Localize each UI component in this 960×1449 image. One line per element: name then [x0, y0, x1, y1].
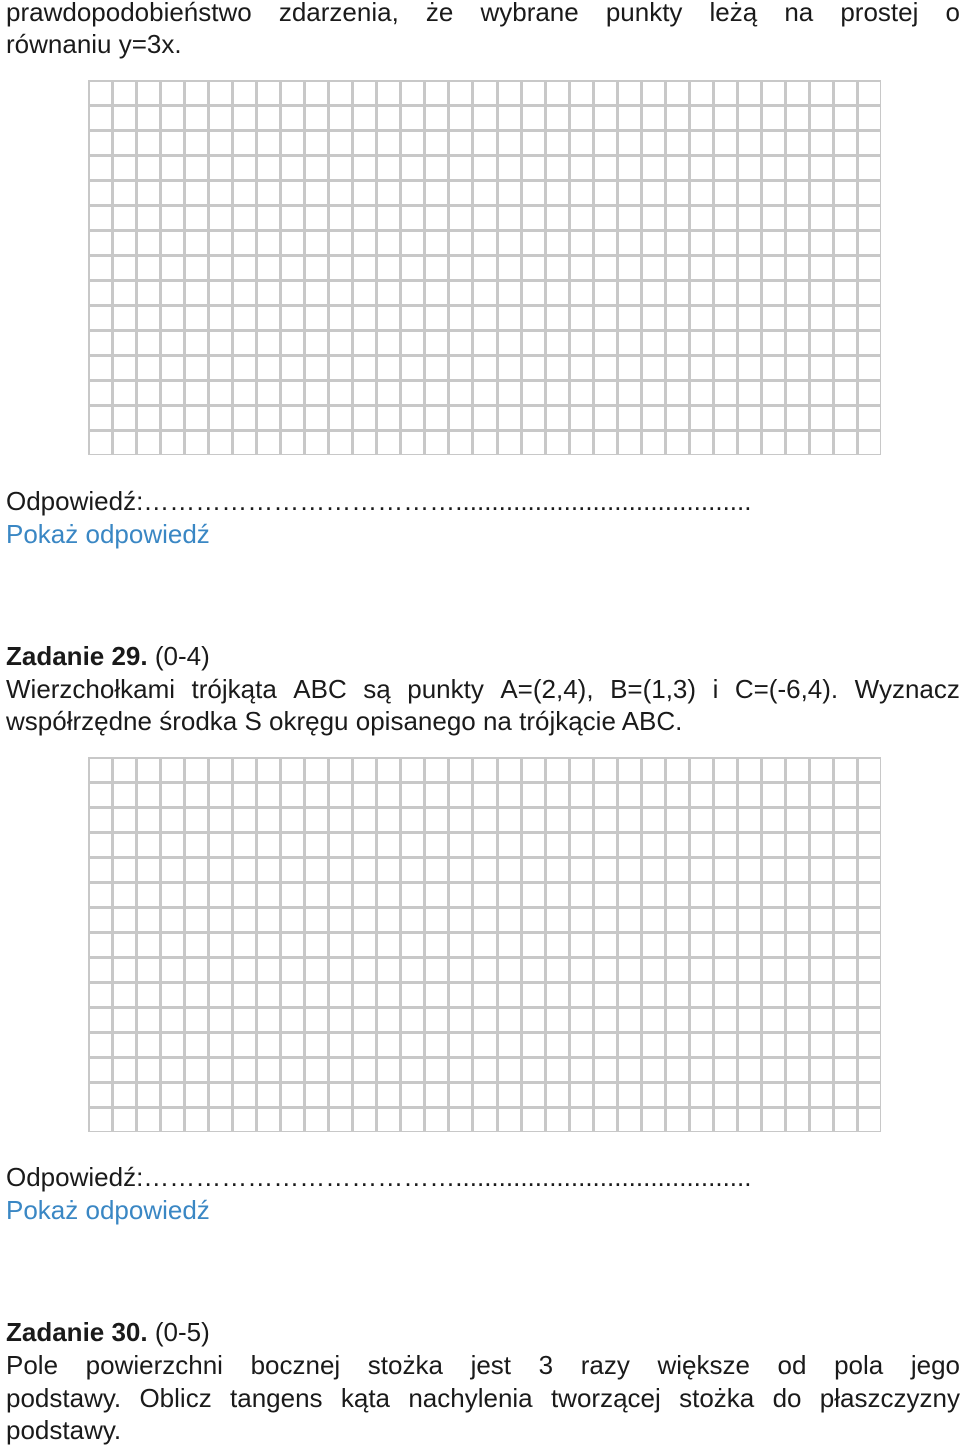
word: są: [363, 674, 391, 704]
word: od: [777, 1350, 807, 1380]
word: kąta: [340, 1383, 391, 1413]
word: jego: [910, 1350, 960, 1380]
word: nachylenia: [408, 1383, 533, 1413]
task30-heading: [6, 1316, 210, 1348]
answer-line-1[interactable]: Odpowiedź:……………………………….........................................: [6, 486, 752, 516]
word: podstawy.: [6, 1383, 122, 1413]
task28-text-line1: [6, 0, 960, 28]
word: prawdopodobieństwo: [6, 0, 252, 27]
word: razy: [580, 1350, 630, 1380]
task30-text-line1: [6, 1349, 960, 1381]
task29-points: (0-4): [154, 641, 210, 671]
word: większe: [657, 1350, 750, 1380]
word: tangens: [230, 1383, 323, 1413]
task29-title: Zadanie 29.: [6, 641, 148, 671]
word: bocznej: [250, 1350, 341, 1380]
word: płaszczyzny: [819, 1383, 960, 1413]
word: jest: [470, 1350, 512, 1380]
word: prostej: [840, 0, 919, 27]
word: A=(2,4),: [500, 674, 594, 704]
task30-title: Zadanie 30.: [6, 1317, 148, 1347]
task30-text-line3: podstawy.: [6, 1415, 122, 1445]
task30-text-line2: [6, 1382, 960, 1414]
graph-paper-grid-1[interactable]: [88, 80, 881, 455]
word: stożka: [679, 1383, 755, 1413]
word: że: [425, 0, 454, 27]
word: Oblicz: [139, 1383, 212, 1413]
word: na: [784, 0, 814, 27]
word: i: [712, 674, 719, 704]
word: 3: [538, 1350, 554, 1380]
word: Wierzchołkami: [6, 674, 176, 704]
word: tworzącej: [550, 1383, 661, 1413]
graph-paper-grid-2[interactable]: [88, 757, 881, 1132]
word: stożka: [367, 1350, 443, 1380]
task29-text-line1: [6, 673, 960, 705]
word: o: [945, 0, 960, 27]
word: powierzchni: [85, 1350, 223, 1380]
answer-line-2[interactable]: Odpowiedź:……………………………….........................................: [6, 1162, 752, 1192]
word: pola: [834, 1350, 884, 1380]
word: C=(-6,4).: [734, 674, 839, 704]
word: leżą: [709, 0, 758, 27]
task28-text-line2: równaniu y=3x.: [6, 29, 182, 59]
task29-text-line2: współrzędne środka S okręgu opisanego na trójkącie ABC.: [6, 706, 683, 736]
show-answer-link-2[interactable]: Pokaż odpowiedź: [6, 1195, 210, 1225]
word: B=(1,3): [610, 674, 697, 704]
task29-heading: [6, 640, 210, 672]
word: Pole: [6, 1350, 59, 1380]
word: punkty: [605, 0, 683, 27]
show-answer-link-1[interactable]: Pokaż odpowiedź: [6, 519, 210, 549]
word: Wyznacz: [854, 674, 960, 704]
word: trójkąta: [191, 674, 277, 704]
word: wybrane: [480, 0, 579, 27]
word: ABC: [293, 674, 347, 704]
word: do: [772, 1383, 802, 1413]
word: zdarzenia,: [278, 0, 399, 27]
task30-points: (0-5): [154, 1317, 210, 1347]
word: punkty: [407, 674, 484, 704]
